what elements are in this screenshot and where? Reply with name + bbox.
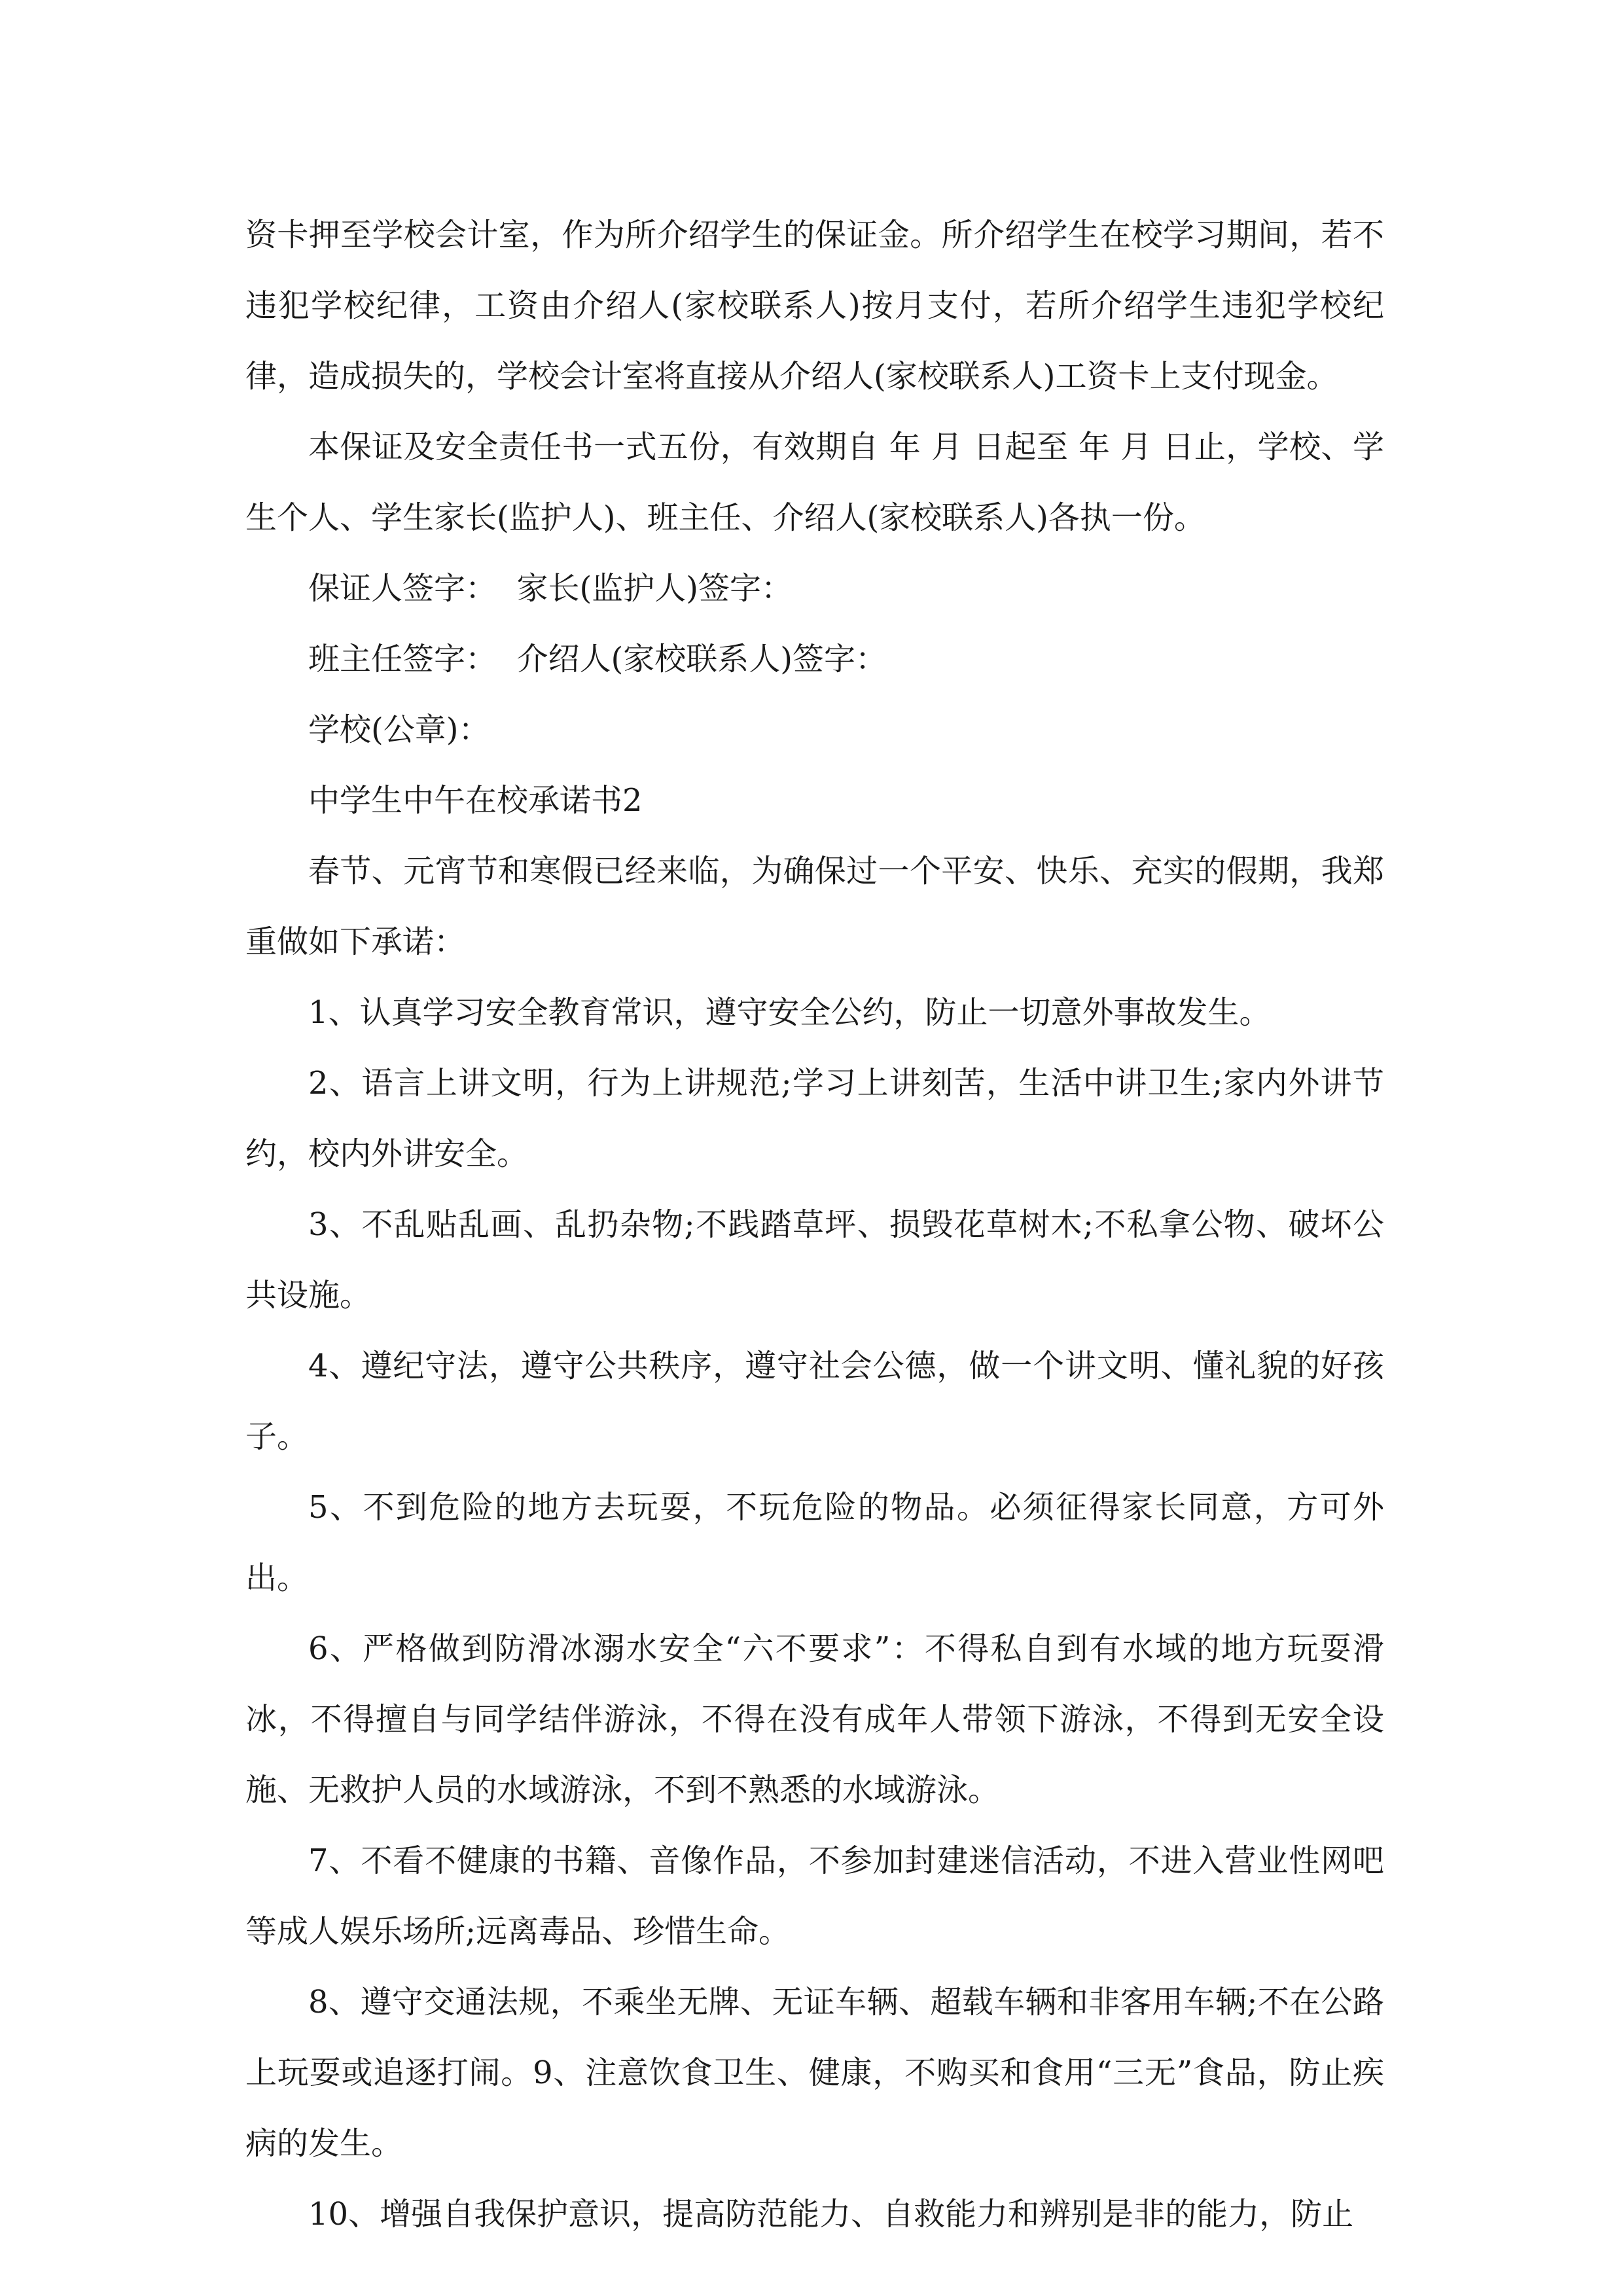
list-item-2: 2、语言上讲文明，行为上讲规范;学习上讲刻苦，生活中讲卫生;家内外讲节约，校内外讲安全。 [245,1065,1384,1172]
paragraph-intro: 春节、元宵节和寒假已经来临，为确保过一个平安、快乐、充实的假期，我郑重做如下承诺： [245,853,1384,960]
list-item-4: 4、遵纪守法，遵守公共秩序，遵守社会公德，做一个讲文明、懂礼貌的好孩子。 [245,1348,1384,1455]
paragraph-guarantee-deposit: 资卡押至学校会计室，作为所介绍学生的保证金。所介绍学生在校学习期间，若不违犯学校纪律，工资由介绍人(家校联系人)按月支付，若所介绍学生违犯学校纪律，造成损失的，学校会计室将直接从介绍人(家校联系人)工资卡上支付现金。 [245,217,1384,395]
list-item-5: 5、不到危险的地方去玩耍，不玩危险的物品。必须征得家长同意，方可外出。 [245,1489,1384,1596]
list-item-3: 3、不乱贴乱画、乱扔杂物;不践踏草坪、损毁花草树木;不私拿公物、破坏公共设施。 [245,1206,1384,1314]
list-item-10: 10、增强自我保护意识，提高防范能力、自救能力和辨别是非的能力，防止 [308,2196,1354,2233]
list-item-7: 7、不看不健康的书籍、音像作品，不参加封建迷信活动，不进入营业性网吧等成人娱乐场所;远离毒品、珍惜生命。 [245,1842,1384,1950]
section-heading: 中学生中午在校承诺书2 [308,782,643,819]
signature-line-teacher-introducer: 班主任签字： 介绍人(家校联系人)签字： [308,641,887,677]
signature-line-guarantor-parent: 保证人签字： 家长(监护人)签字： [308,570,793,607]
list-item-8: 8、遵守交通法规，不乘坐无牌、无证车辆、超载车辆和非客用车辆;不在公路上玩耍或追逐打闹。9、注意饮食卫生、健康，不购买和食用“三无”食品，防止疾病的发生。 [245,1984,1384,2162]
list-item-6: 6、严格做到防滑冰溺水安全“六不要求”：不得私自到有水域的地方玩耍滑冰，不得擅自与同学结伴游泳，不得在没有成年人带领下游泳，不得到无安全设施、无救护人员的水域游泳，不到不熟悉的水域游泳。 [245,1630,1384,1808]
list-item-1: 1、认真学习安全教育常识，遵守安全公约，防止一切意外事故发生。 [308,994,1271,1031]
paragraph-validity: 本保证及安全责任书一式五份，有效期自 年 月 日起至 年 月 日止，学校、学生个人、学生家长(监护人)、班主任、介绍人(家校联系人)各执一份。 [245,429,1384,536]
document-body [245,200,1384,2250]
signature-line-school-seal: 学校(公章)： [308,711,490,748]
